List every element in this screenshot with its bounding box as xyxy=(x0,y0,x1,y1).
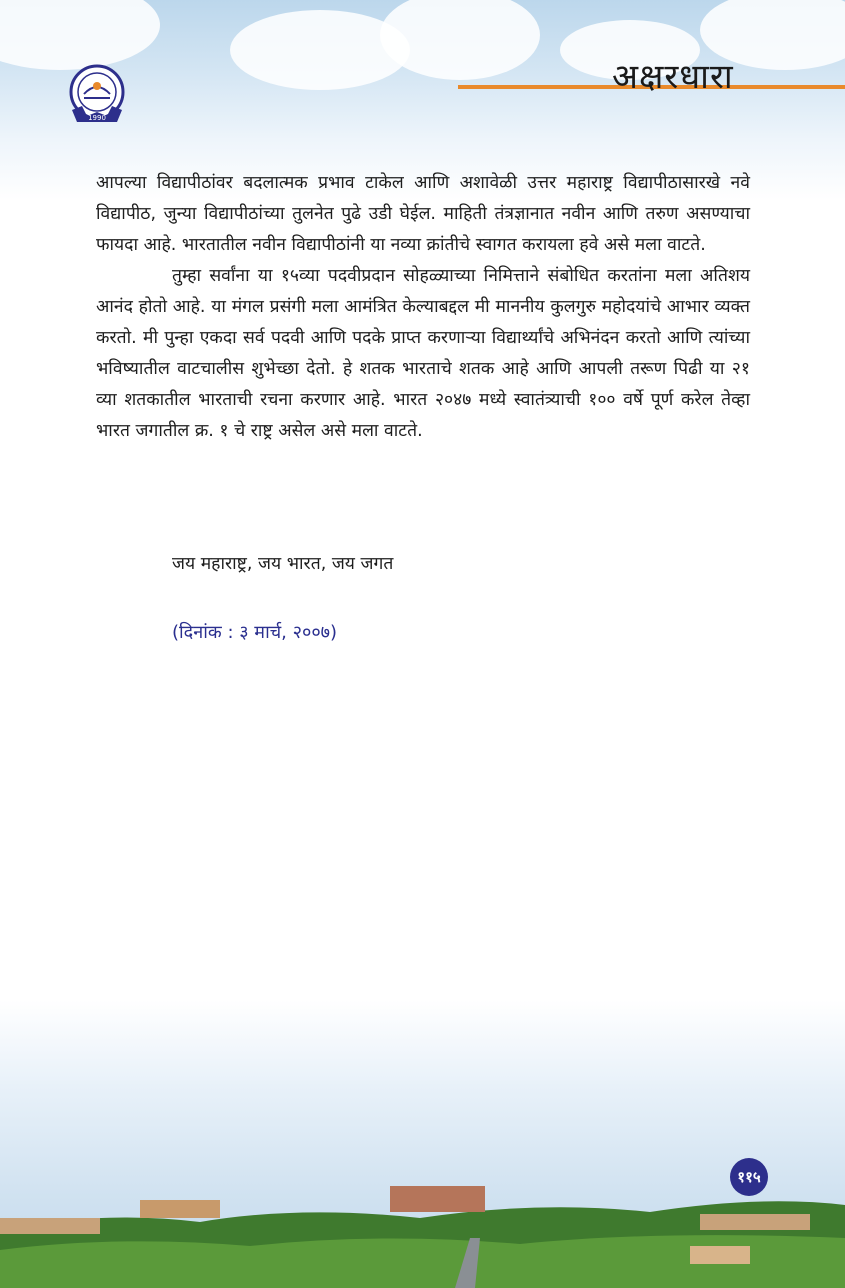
cloud-shape xyxy=(380,0,540,80)
university-logo xyxy=(62,60,132,130)
logo-year: 1990 xyxy=(88,114,106,122)
body-text xyxy=(96,168,750,447)
page-title: अक्षरधारा xyxy=(612,57,734,97)
paragraph-1: आपल्या विद्यापीठांवर बदलात्मक प्रभाव टाकेल आणि अशावेळी उत्तर महाराष्ट्र विद्यापीठासारखे नवे विद्यापीठ, जुन्या विद्यापीठांच्या तुलनेत पुढे उडी घेईल. माहिती तंत्रज्ञानात नवीन आणि तरुण असण्याचा फायदा आहे. भारतातील नवीन विद्यापीठांनी या नव्या क्रांतीचे स्वागत करायला हवे असे मला वाटते. xyxy=(96,173,750,255)
page-number-badge: ११५ xyxy=(730,1158,768,1196)
sign-off-line: जय महाराष्ट्र, जय भारत, जय जगत xyxy=(172,554,394,574)
footer-landscape-background xyxy=(0,1000,845,1288)
speech-date: (दिनांक : ३ मार्च, २००७) xyxy=(172,622,338,643)
paragraph-2: तुम्हा सर्वांना या १५व्या पदवीप्रदान सोहळ्याच्या निमित्ताने संबोधित करतांना मला अतिशय आनंद होतो आहे. या मंगल प्रसंगी मला आमंत्रित केल्याबद्दल मी माननीय कुलगुरु महोदयांचे आभार व्यक्त करतो. मी पुन्हा एकदा सर्व पदवी आणि पदके प्राप्त करणाऱ्या विद्यार्थ्यांचे अभिनंदन करतो आणि त्यांच्या भविष्यातील वाटचालीस शुभेच्छा देतो. हे शतक भारताचे शतक आहे आणि आपली तरूण पिढी या २१ व्या शतकातील भारताची रचना करणार आहे. भारत २०४७ मध्ये स्वातंत्र्याची १०० वर्षे पूर्ण करेल तेव्हा भारत जगातील क्र. १ चे राष्ट्र असेल असे मला वाटते. xyxy=(96,266,750,441)
